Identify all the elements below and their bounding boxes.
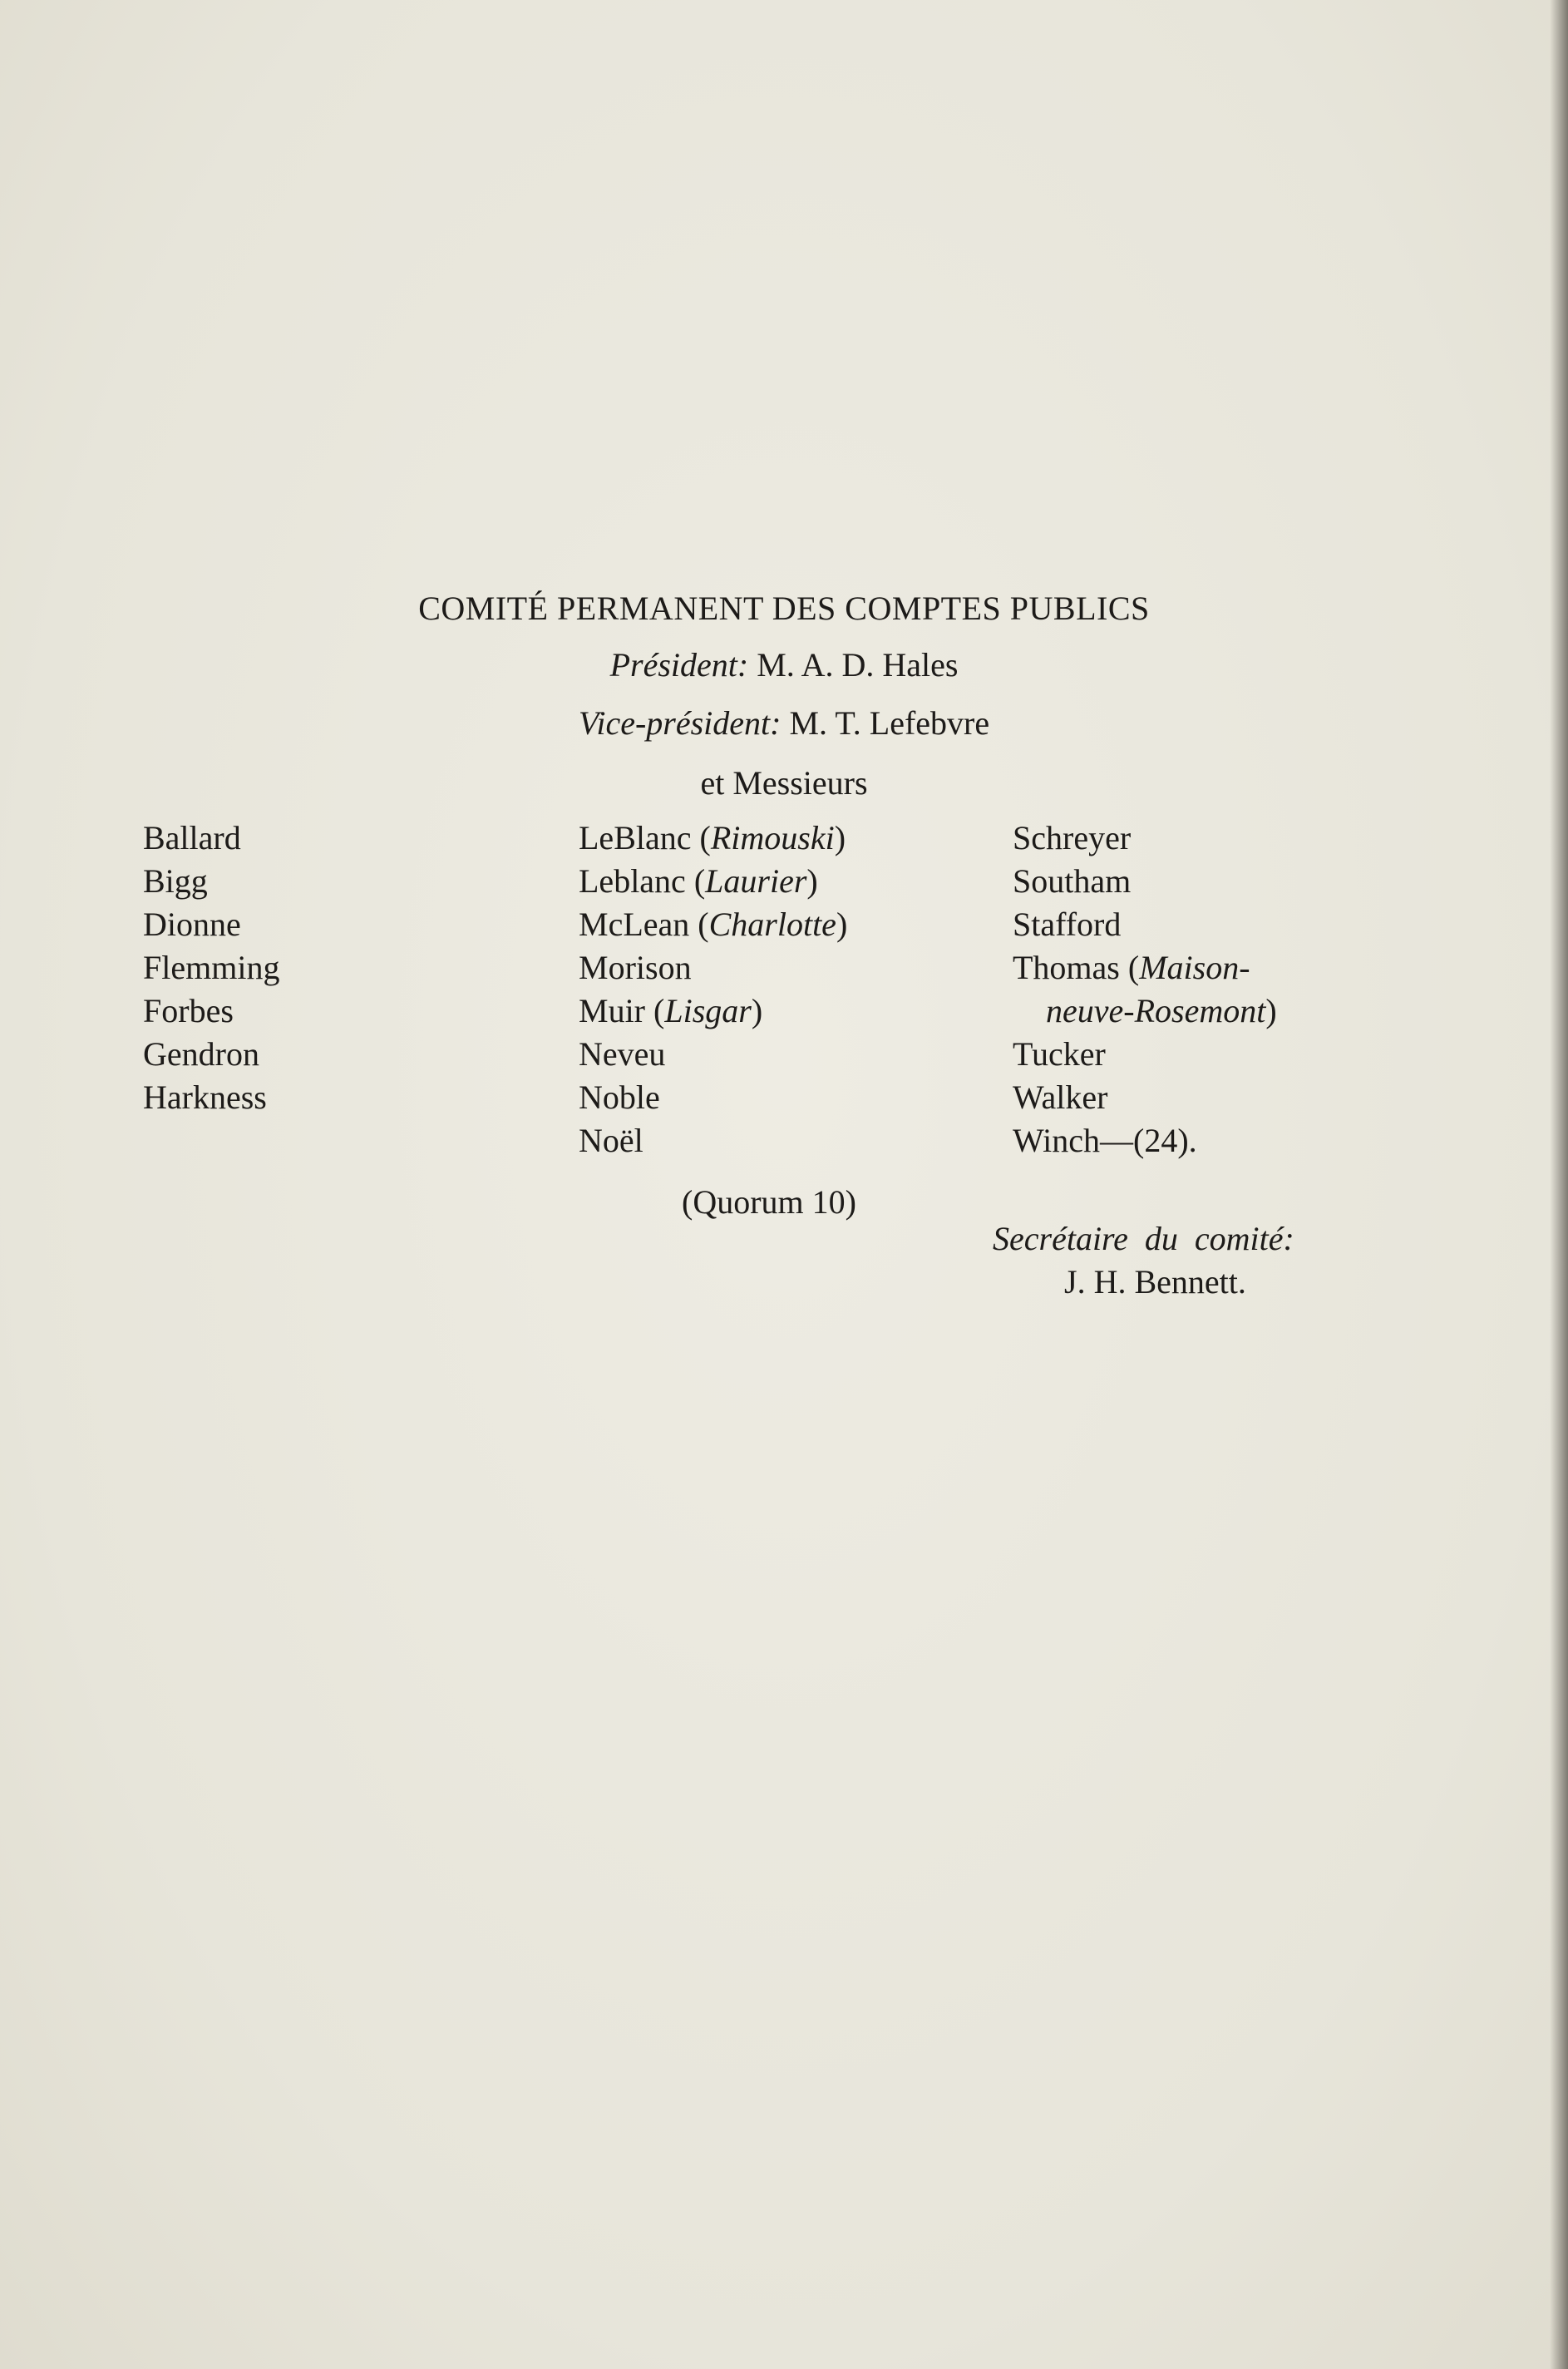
member-riding: Charlotte xyxy=(708,906,836,943)
vice-president-line xyxy=(0,702,1568,745)
member-riding: neuve-Rosemont xyxy=(1046,992,1266,1029)
member-name: Thomas xyxy=(1013,949,1120,986)
member-name: Tucker xyxy=(1013,1035,1106,1073)
member-riding-continuation: neuve-Rosemont) xyxy=(1046,992,1277,1029)
and-gentlemen: et Messieurs xyxy=(700,764,868,802)
president-line xyxy=(0,644,1568,687)
member-name: Noble xyxy=(579,1078,660,1116)
member-name: Bigg xyxy=(143,862,208,900)
members-column-1 xyxy=(143,817,279,1119)
member-riding: Rimouski xyxy=(710,819,835,856)
secretary-label: Secrétaire du comité: xyxy=(993,1220,1294,1257)
member-name: LeBlanc xyxy=(579,819,692,856)
member-name: Gendron xyxy=(143,1035,259,1073)
member-entry: Muir (Lisgar) xyxy=(579,992,763,1029)
member-entry: Leblanc (Laurier) xyxy=(579,862,818,900)
president-name: M. A. D. Hales xyxy=(757,646,959,684)
member-name: Walker xyxy=(1013,1078,1108,1116)
member-name: Leblanc xyxy=(579,862,686,900)
member-name: Schreyer xyxy=(1013,819,1132,856)
member-riding: Lisgar xyxy=(664,992,752,1029)
member-entry xyxy=(579,946,847,990)
member-name: Dionne xyxy=(143,906,241,943)
member-name: McLean xyxy=(579,906,690,943)
member-entry: Thomas (Maison- xyxy=(1013,949,1250,986)
member-name: Noël xyxy=(579,1122,643,1159)
member-entry: LeBlanc (Rimouski) xyxy=(579,819,846,856)
member-name: Flemming xyxy=(143,949,280,986)
members-column-3 xyxy=(1013,817,1277,1162)
member-name: Ballard xyxy=(143,819,241,856)
quorum-note: (Quorum 10) xyxy=(682,1183,856,1221)
member-riding: Laurier xyxy=(705,862,807,900)
member-name: Muir xyxy=(579,992,645,1029)
member-name: Morison xyxy=(579,949,692,986)
committee-title: COMITÉ PERMANENT DES COMPTES PUBLICS xyxy=(418,590,1150,627)
member-entry xyxy=(579,1119,847,1162)
member-name: Neveu xyxy=(579,1035,666,1073)
president-label: Président: xyxy=(609,646,749,684)
member-name: Harkness xyxy=(143,1078,267,1116)
secretary-name: J. H. Bennett. xyxy=(1064,1263,1246,1300)
member-name: Winch—(24). xyxy=(1013,1122,1197,1159)
vice-president-name: M. T. Lefebvre xyxy=(789,704,990,742)
member-name: Southam xyxy=(1013,862,1132,900)
member-entry: McLean (Charlotte) xyxy=(579,906,848,943)
member-riding: Maison- xyxy=(1139,949,1250,986)
member-entry xyxy=(579,1076,847,1119)
member-entry xyxy=(579,1033,847,1076)
member-name: Stafford xyxy=(1013,906,1122,943)
members-column-2 xyxy=(579,817,847,1162)
vice-president-label: Vice-président: xyxy=(578,704,782,742)
member-name: Forbes xyxy=(143,992,234,1029)
page-binding-shadow xyxy=(1550,0,1568,2369)
